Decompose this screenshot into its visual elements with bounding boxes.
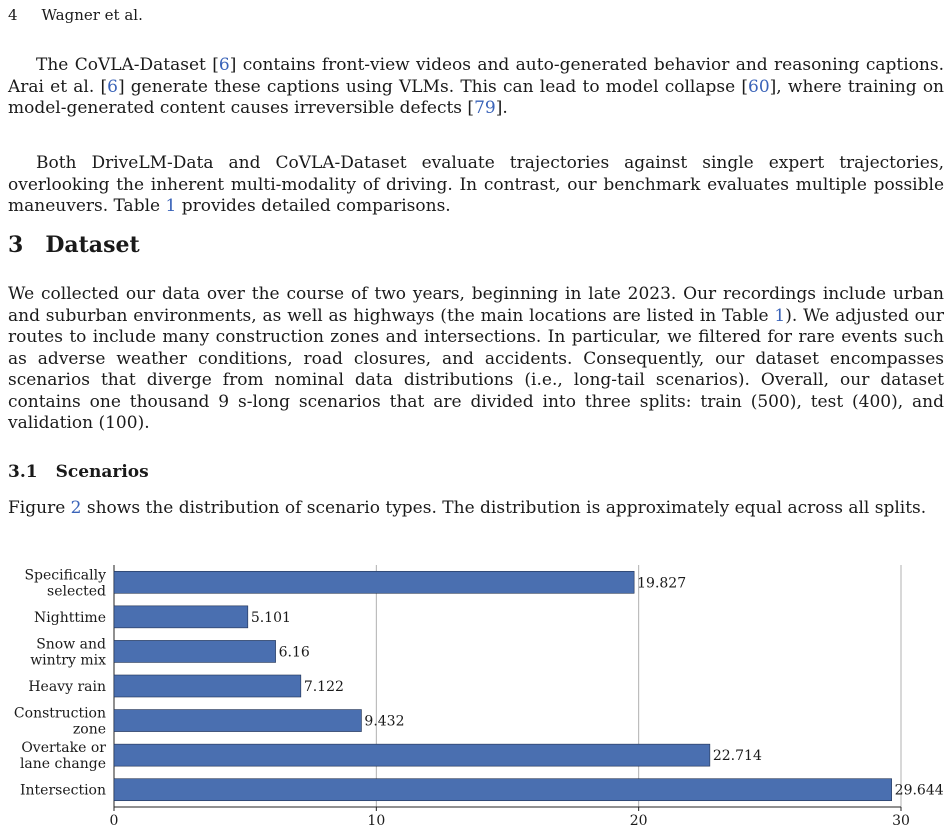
category-label: wintry mix <box>30 652 106 669</box>
category-label: Snow and <box>36 636 106 653</box>
running-head-authors: Wagner et al. <box>41 6 143 24</box>
value-label: 22.714 <box>712 748 762 765</box>
bar <box>114 710 361 732</box>
value-label: 19.827 <box>637 575 687 592</box>
value-label: 7.122 <box>303 679 344 695</box>
paragraph-dataset: We collected our data over the course of two years, beginning in late 2023. Our recordings include urban and suburban environments, as well as highways (the main locations are listed in Table 1). We adjusted our routes to include many construction zones and intersections. In particular, we filtered for rare events such as adverse weather conditions, road closures, and accidents. Consequently, our dataset encompasses scenarios that diverge from nominal data distributions (i.e., long-tail scenarios). Overall, our dataset contains one thousand 9 s-long scenarios that are divided into three splits: train (500), test (400), and validation (100). <box>8 284 944 433</box>
x-tick-label: 0 <box>109 813 119 829</box>
bar <box>114 675 301 697</box>
page-number: 4 <box>8 6 18 24</box>
category-label: Intersection <box>19 782 106 799</box>
subsection-title: Scenarios <box>55 462 149 482</box>
citation-link[interactable]: 6 <box>107 76 118 97</box>
paragraph-covla: The CoVLA-Dataset [6] contains front-view videos and auto-generated behavior and reasoning captions. Arai et al. [6] generate these captions using VLMs. This can lead to model collapse [60], where training on model-generated content causes irreversible defects [79]. <box>8 55 945 118</box>
running-head <box>8 6 143 24</box>
citation-link[interactable]: 6 <box>218 55 230 75</box>
bar <box>114 779 892 801</box>
category-label: Specifically <box>24 567 106 584</box>
subsection-number: 3.1 <box>8 462 38 482</box>
bar <box>114 640 276 662</box>
value-label: 6.16 <box>278 644 310 661</box>
bar <box>114 571 634 593</box>
citation-link[interactable]: 79 <box>474 98 496 118</box>
paragraph-scenarios: Figure 2 shows the distribution of scenario types. The distribution is approximately equal across all splits. <box>8 498 927 518</box>
category-label: lane change <box>19 756 106 773</box>
category-label: Overtake or <box>21 740 106 757</box>
value-label: 5.101 <box>250 609 291 626</box>
section-heading <box>8 231 140 259</box>
paragraph-comparison: Both DriveLM-Data and CoVLA-Dataset evaluate trajectories against single expert trajectories, overlooking the inherent multi-modality of driving. In contrast, our benchmark evaluates multiple possible maneuvers. Table 1 provides detailed comparisons. <box>8 153 944 216</box>
table-reference-link[interactable]: 1 <box>165 196 177 216</box>
x-tick-label: 20 <box>629 813 648 829</box>
value-label: 29.644 <box>894 782 944 799</box>
section-title: Dataset <box>45 232 140 258</box>
bar <box>114 606 248 628</box>
bar <box>114 744 710 766</box>
x-tick-label: 30 <box>892 813 910 829</box>
category-label: selected <box>47 583 106 600</box>
section-number: 3 <box>8 232 24 258</box>
table-reference-link[interactable]: 1 <box>774 305 786 326</box>
category-label: Nighttime <box>34 609 106 626</box>
category-label: Construction <box>13 705 106 722</box>
scenario-distribution-chart <box>0 555 952 832</box>
x-tick-label: 10 <box>367 813 386 829</box>
citation-link[interactable]: 60 <box>748 76 770 97</box>
category-label: zone <box>72 721 106 738</box>
category-label: Heavy rain <box>28 679 106 695</box>
bar-chart-svg <box>0 555 952 832</box>
figure-reference-link[interactable]: 2 <box>70 498 82 518</box>
subsection-heading <box>8 461 149 483</box>
value-label: 9.432 <box>364 713 405 730</box>
